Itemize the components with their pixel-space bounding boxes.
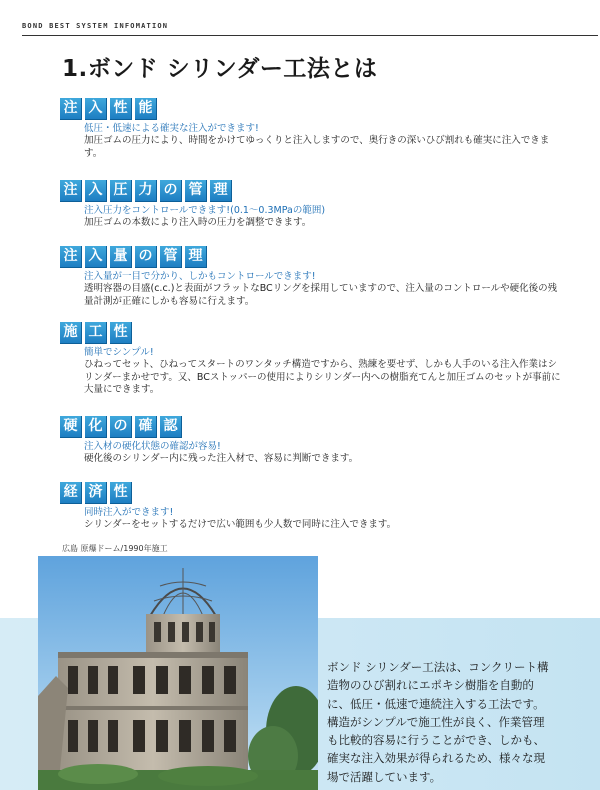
section-workability <box>60 322 560 397</box>
section-subtitle: 注入量が一目で分かり、しかもコントロールできます! <box>84 271 316 282</box>
section-heading: 注 入 性 能 <box>60 98 560 119</box>
section-body: 硬化後のシリンダー内に残った注入材で、容易に判断できます。 <box>84 453 359 464</box>
section-heading: 経 済 性 <box>60 482 560 503</box>
series-title: BOND BEST SYSTEM INFOMATION <box>22 22 169 30</box>
section-subtitle: 簡単でシンプル! <box>84 347 154 358</box>
section-heading: 硬 化 の 確 認 <box>60 416 560 437</box>
header-rule <box>22 35 598 36</box>
section-heading: 注 入 圧 力 の 管 理 <box>60 180 560 201</box>
page-title: 1.ボンド シリンダー工法とは <box>62 56 378 82</box>
method-description: ボンド シリンダー工法は、コンクリート構造物のひび割れにエポキシ樹脂を自動的に、低圧・低速で連続注入する工法です。構造がシンプルで施工性が良く、作業管理も比較的容易に行うことができ、しかも、確実な注入効果が得られるため、様々な現場で活躍しています。 <box>327 660 549 784</box>
section-body: シリンダーをセットするだけで広い範囲も少人数で同時に注入できます。 <box>84 519 397 530</box>
section-body: ひねってセット、ひねってスタートのワンタッチ構造ですから、熟練を要せず、しかも人手のいる注入作業はシリンダーまかせです。又、BCストッパーの使用によりシリンダー内への樹脂充てんと加圧ゴムのセットが事前に大量にできます。 <box>84 359 561 395</box>
section-pressure-control <box>60 180 560 230</box>
section-heading: 注 入 量 の 管 理 <box>60 246 560 267</box>
section-subtitle: 同時注入ができます! <box>84 507 174 518</box>
section-heading: 施 工 性 <box>60 322 560 343</box>
atomic-bomb-dome-photo <box>38 556 318 790</box>
series-header <box>22 22 598 36</box>
section-body: 加圧ゴムの圧力により、時間をかけてゆっくりと注入しますので、奥行きの深いひび割れも確実に注入できます。 <box>84 135 550 159</box>
section-body: 加圧ゴムの本数により注入時の圧力を調整できます。 <box>84 217 312 228</box>
section-body: 透明容器の目盛(c.c.)と表面がフラットなBCリングを採用していますので、注入量のコントロールや硬化後の残量計測が正確にしかも容易に行えます。 <box>84 283 558 307</box>
section-subtitle: 注入圧力をコントロールできます!(0.1〜0.3MPaの範囲) <box>84 205 326 216</box>
photo-caption: 広島 原爆ドーム/1990年施工 <box>62 544 168 553</box>
section-subtitle: 注入材の硬化状態の確認が容易! <box>84 441 221 452</box>
section-volume-control <box>60 246 560 308</box>
section-injection-performance <box>60 98 560 160</box>
section-subtitle: 低圧・低速による確実な注入ができます! <box>84 123 259 134</box>
section-curing-check <box>60 416 560 466</box>
section-economy <box>60 482 560 532</box>
